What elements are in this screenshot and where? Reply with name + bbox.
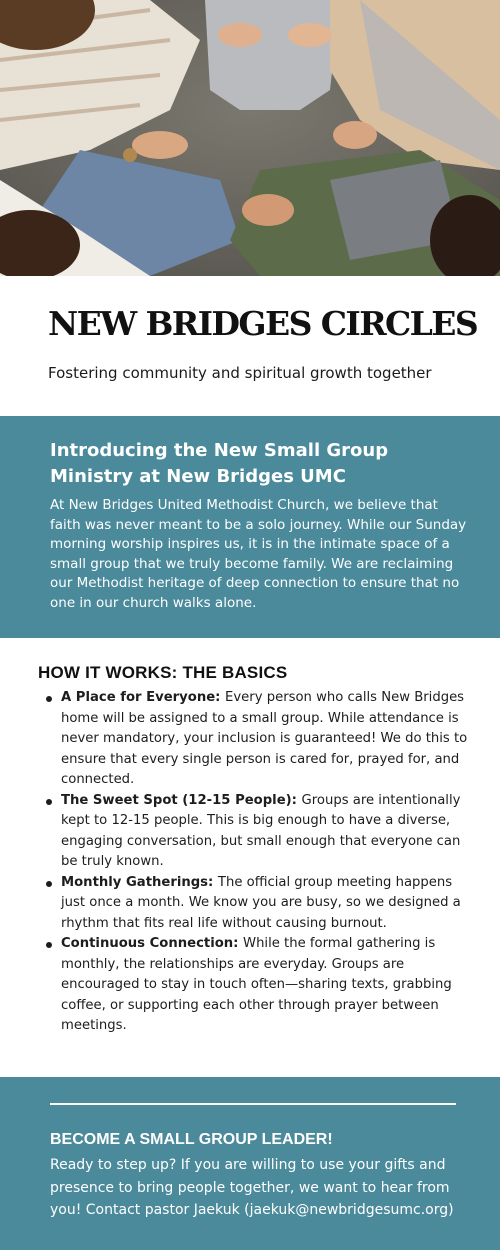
- leader-body: Ready to step up? If you are willing to use your gifts and presence to bring people together, we want to hear from you! Contact pastor Jaekuk (jaekuk@newbridgesumc.org): [50, 1157, 454, 1218]
- list-item: [38, 791, 478, 873]
- list-item: [38, 688, 478, 791]
- basics-heading: HOW IT WORKS: THE BASICS: [38, 663, 288, 682]
- list-item-text: The official group meeting happens just once a month. We know you are busy, so we designed a rhythm that fits real life without causing burnout.: [61, 874, 461, 931]
- page-title: NEW BRIDGES CIRCLES: [48, 304, 478, 343]
- list-item-label: The Sweet Spot (12-15 People):: [61, 792, 302, 808]
- leader-section: [0, 1077, 500, 1250]
- list-item: [38, 873, 478, 935]
- list-item: [38, 934, 478, 1037]
- bullet-icon: [46, 799, 52, 805]
- page-subtitle: Fostering community and spiritual growth together: [48, 364, 432, 382]
- bullet-icon: [46, 696, 52, 702]
- hero-photo-illustration: [0, 0, 500, 276]
- basics-section: [38, 662, 478, 1037]
- list-item-label: Monthly Gatherings:: [61, 874, 218, 890]
- intro-body: At New Bridges United Methodist Church, we believe that faith was never meant to be a solo journey. While our Sunday morning worship inspires us, it is in the intimate space of a small group that we truly become family. We are reclaiming our Methodist heritage of deep connection to ensure that no one in our church walks alone.: [50, 497, 467, 611]
- list-item-label: A Place for Everyone:: [61, 690, 226, 705]
- leader-heading: BECOME A SMALL GROUP LEADER!: [50, 1131, 333, 1148]
- bullet-icon: [46, 881, 52, 887]
- list-item-label: Continuous Connection:: [61, 936, 244, 951]
- divider: [50, 1103, 456, 1105]
- hero-photo: [0, 0, 500, 276]
- basics-list: [38, 688, 478, 1037]
- bullet-icon: [46, 942, 52, 948]
- intro-section: [0, 416, 500, 638]
- intro-heading: Introducing the New Small Group Ministry at New Bridges UMC: [50, 440, 389, 487]
- list-item-text: Every person who calls New Bridges home will be assigned to a small group. While attendance is never mandatory, your inclusion is guaranteed! We do this to ensure that every single person is cared for, prayed for, and connected.: [61, 690, 468, 787]
- list-item-text: While the formal gathering is monthly, the relationships are everyday. Groups are encouraged to stay in touch often—sharing texts, grabbing coffee, or supporting each other through prayer between meetings.: [61, 936, 452, 1033]
- list-item-text: Groups are intentionally kept to 12-15 people. This is big enough to have a diverse, engaging conversation, but small enough that everyone can be truly known.: [61, 792, 461, 869]
